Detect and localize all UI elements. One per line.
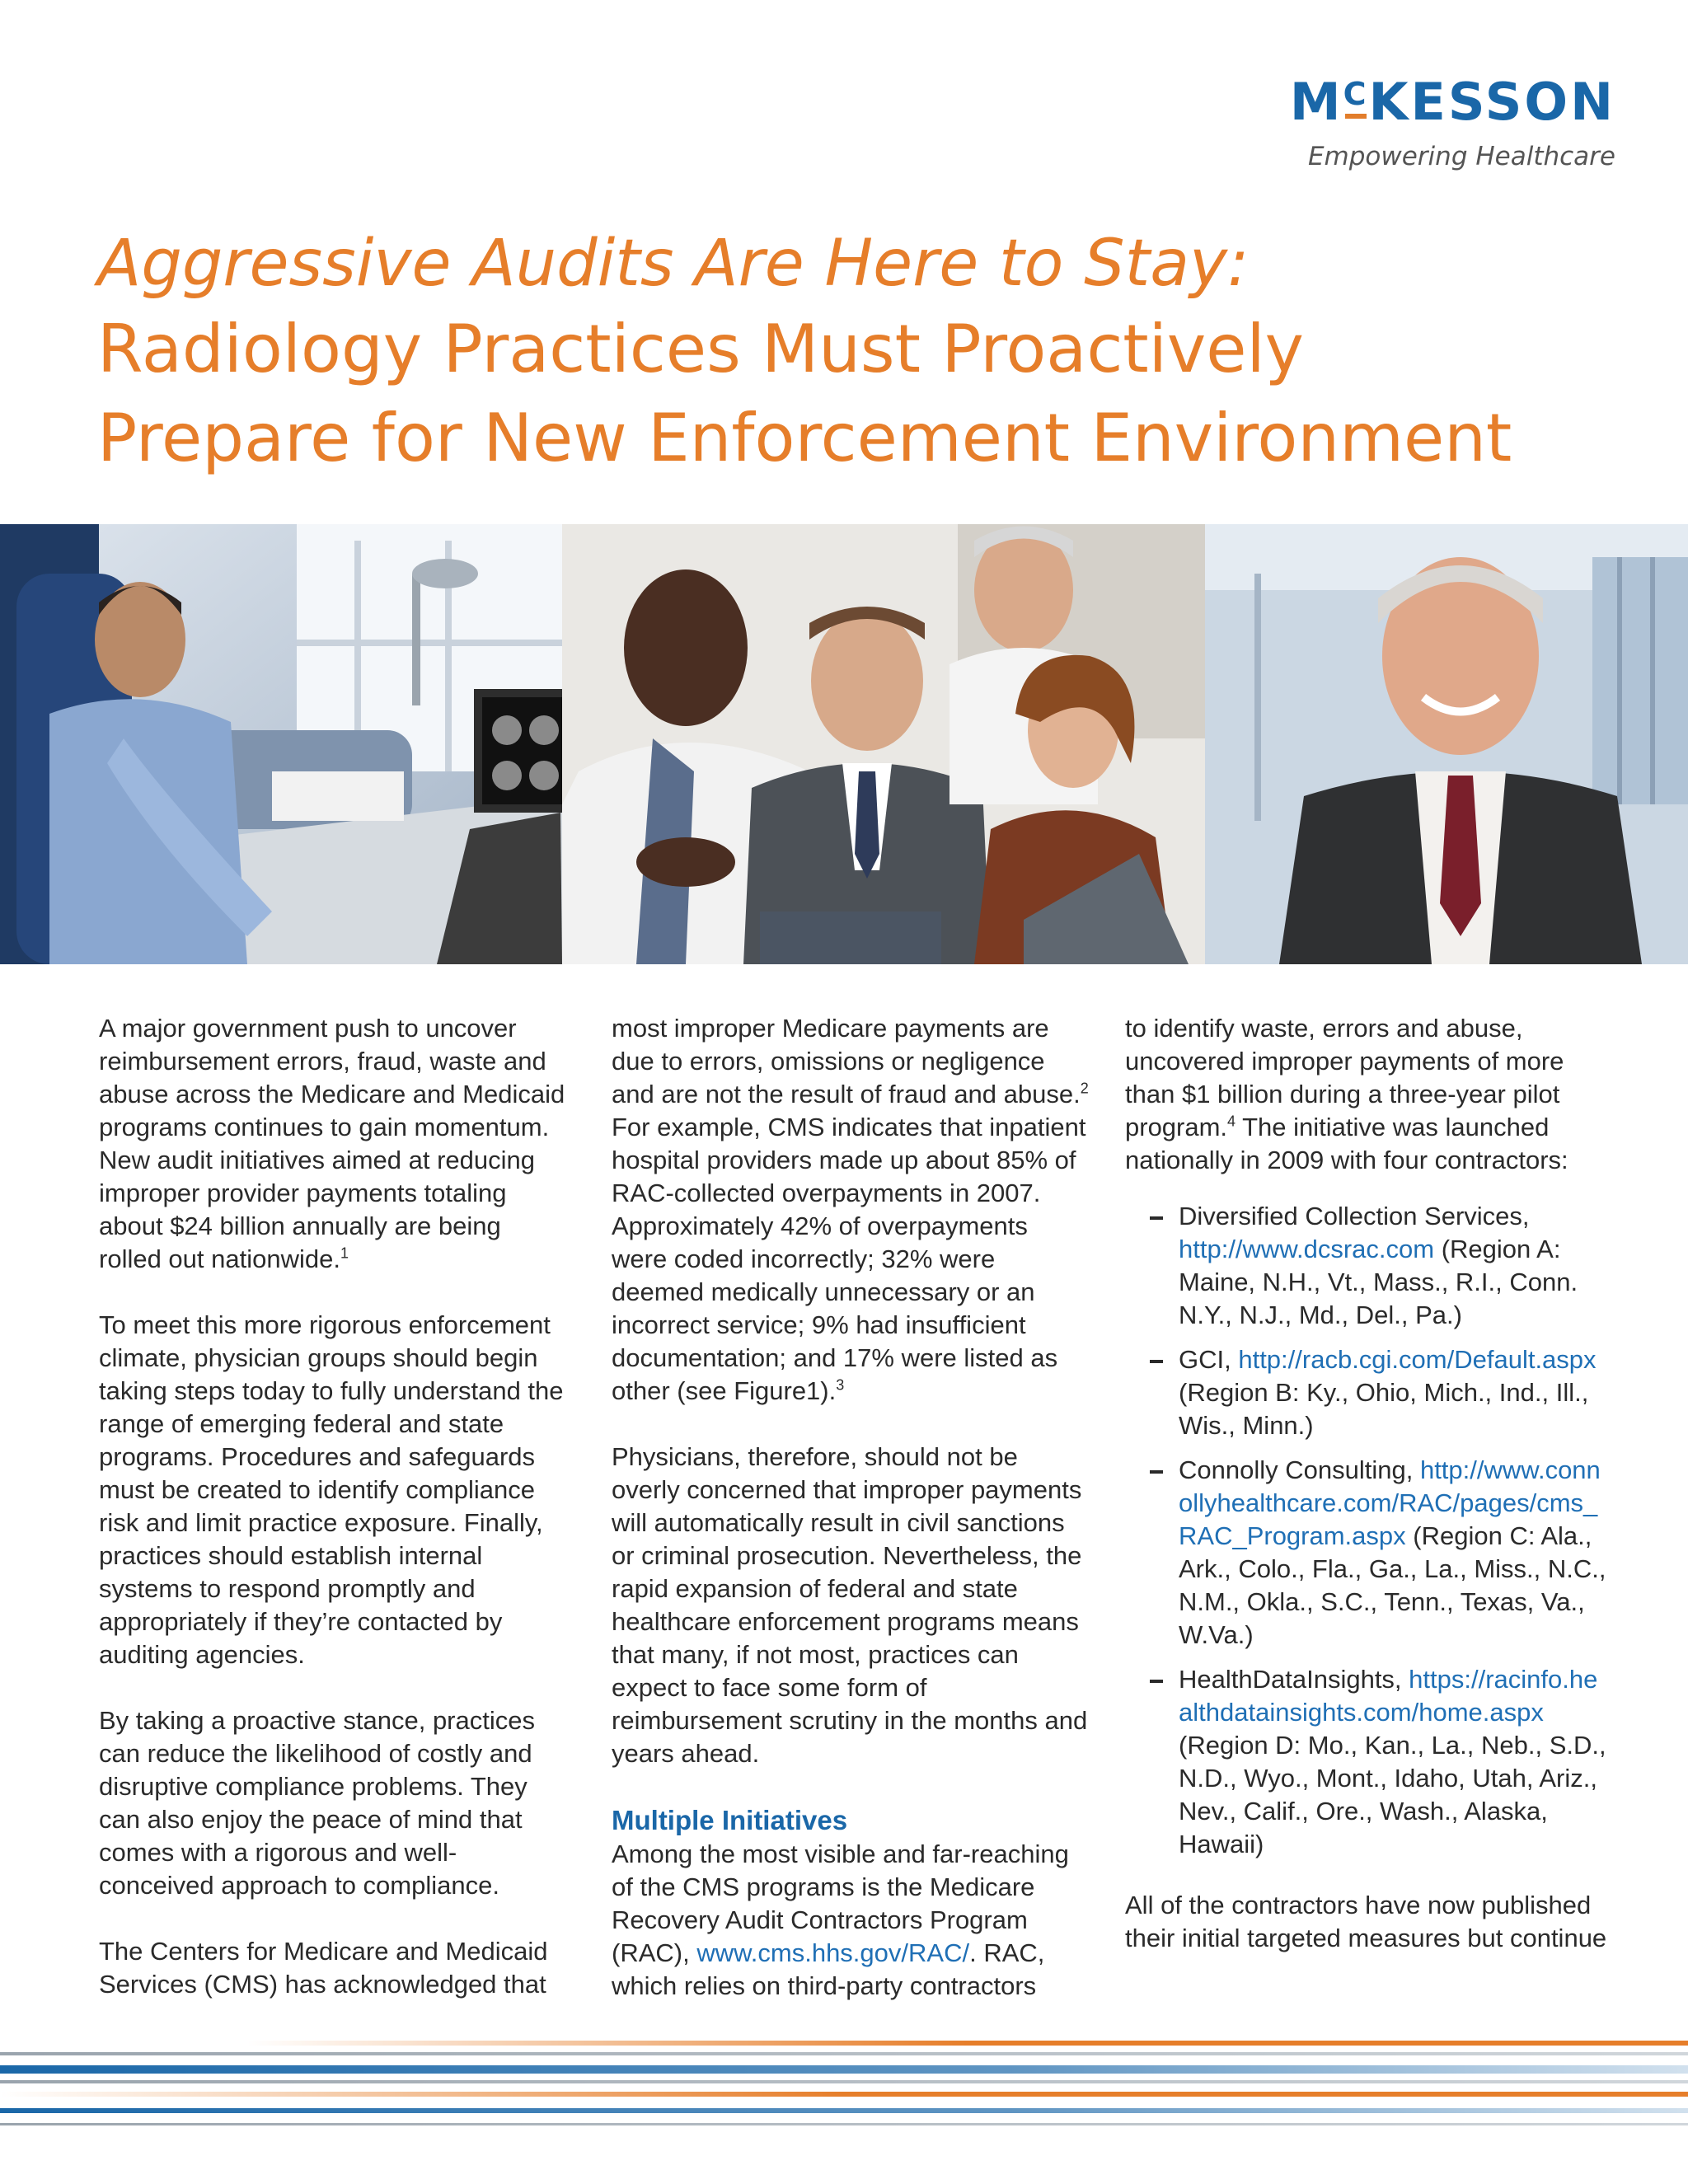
- title-line-1: Aggressive Audits Are Here to Stay:: [97, 227, 1250, 301]
- paragraph: [1125, 1012, 1611, 1177]
- paragraph-text: Among the most visible and far-reaching of the CMS programs is the Medicare Recovery Audit Contractors Program (RAC),: [612, 1840, 1069, 1967]
- paragraph-text: A major government push to uncover reimbursement errors, fraud, waste and abuse across the Medicare and Medicaid programs continues to gain momentum. New audit initiatives aimed at reducing improper provider payments totaling about $24 billion annually are being rolled out nationwide.: [99, 1014, 565, 1273]
- contractor-link[interactable]: https://racinfo.healthdatainsights.com/home.aspx: [1179, 1665, 1598, 1727]
- paragraph: To meet this more rigorous enforcement climate, physician groups should begin taking steps today to fully understand the range of emerging federal and state programs. Procedures and safeguards must be created to identify compliance risk and limit practice exposure. Finally, practices should establish internal systems to respond promptly and appropriately if they’re contacted by auditing agencies.: [99, 1310, 564, 1669]
- brand-wordmark: [1253, 72, 1615, 135]
- column-2: [612, 1012, 1090, 2036]
- contractor-list: [1125, 1200, 1611, 1861]
- footnote-ref: 1: [340, 1244, 349, 1262]
- title-line-2: Radiology Practices Must Proactively: [97, 311, 1305, 387]
- contractor-link[interactable]: http://racb.cgi.com/Default.aspx: [1238, 1345, 1597, 1374]
- paragraph-text: . RAC, which relies on third-party contractors: [612, 1938, 1045, 2000]
- column-1: [99, 1012, 569, 2034]
- contractor-region: (Region A: Maine, N.H., Vt., Mass., R.I., Conn. N.Y., N.J., Md., Del., Pa.): [1179, 1235, 1578, 1329]
- paragraph: [612, 1838, 1090, 2003]
- paragraph-text: to identify waste, errors and abuse, uncovered improper payments of more than $1 billion during a three-year pilot program.: [1125, 1014, 1564, 1141]
- contractor-name: GCI,: [1179, 1345, 1239, 1374]
- brand-rest: KESSON: [1368, 72, 1615, 132]
- footer-stripes: [0, 2041, 1688, 2172]
- column-3: [1125, 1012, 1611, 1988]
- paragraph: Physicians, therefore, should not be overly concerned that improper payments will automatically result in civil sanctions or criminal prosecution. Nevertheless, the rapid expansion of federal and state healthcare enforcement programs means that many, if not most, practices can expect to face some form of reimbursement scrutiny in the months and years ahead.: [612, 1442, 1088, 1768]
- title-line-3: Prepare for New Enforcement Environment: [97, 400, 1512, 476]
- footnote-ref: 2: [1080, 1080, 1089, 1097]
- contractor-name: Connolly Consulting,: [1179, 1455, 1420, 1484]
- paragraph-text: The initiative was launched nationally in 2009 with four contractors:: [1125, 1113, 1568, 1174]
- brand-c: C: [1343, 76, 1369, 112]
- list-item: [1125, 1200, 1611, 1332]
- contractor-link[interactable]: http://www.dcsrac.com: [1179, 1235, 1435, 1263]
- photo-strip: [0, 524, 1688, 964]
- photo-meeting-group: [562, 524, 1205, 964]
- contractor-region: (Region B: Ky., Ohio, Mich., Ind., Ill., Wis., Minn.): [1179, 1378, 1589, 1440]
- paragraph: [99, 1012, 569, 1276]
- list-item: [1125, 1454, 1611, 1652]
- photo-executive: [1205, 524, 1688, 964]
- photo-man-at-laptop: [0, 524, 562, 964]
- contractor-name: Diversified Collection Services,: [1179, 1202, 1530, 1230]
- footnote-ref: 3: [836, 1376, 845, 1394]
- brand-m: M: [1289, 72, 1343, 132]
- mckesson-logo: [1253, 72, 1615, 171]
- list-item: [1125, 1343, 1611, 1442]
- contractor-region: (Region C: Ala., Ark., Colo., Fla., Ga., La., Miss., N.C., N.M., Okla., S.C., Tenn., Texas, Va., W.Va.): [1179, 1521, 1606, 1649]
- paragraph-text: For example, CMS indicates that inpatient hospital providers made up about 85% of RAC-collected overpayments in 2007. Approximately 42% of overpayments were coded incorrectly; 32% were deemed medically unnecessary or an incorrect service; 9% had insufficient documentation; and 17% were listed as other (see Figure1).: [612, 1113, 1086, 1405]
- footnote-ref: 4: [1227, 1113, 1236, 1130]
- brand-tagline: Empowering Healthcare: [1307, 142, 1615, 171]
- list-item: [1125, 1663, 1611, 1861]
- contractor-link[interactable]: http://www.connollyhealthcare.com/RAC/pages/cms_RAC_Program.aspx: [1179, 1455, 1601, 1550]
- section-heading: Multiple Initiatives: [612, 1805, 848, 1835]
- contractor-region: (Region D: Mo., Kan., La., Neb., S.D., N.D., Wyo., Mont., Idaho, Utah, Ariz., Nev., Calif., Ore., Wash., Alaska, Hawaii): [1179, 1731, 1606, 1858]
- contractor-name: HealthDataInsights,: [1179, 1665, 1409, 1694]
- paragraph: The Centers for Medicare and Medicaid Services (CMS) has acknowledged that: [99, 1937, 548, 1999]
- paragraph-text: most improper Medicare payments are due to errors, omissions or negligence and are not the result of fraud and abuse.: [612, 1014, 1081, 1108]
- paragraph: All of the contractors have now published their initial targeted measures but continue: [1125, 1891, 1607, 1952]
- cms-rac-link[interactable]: www.cms.hhs.gov/RAC/: [696, 1938, 970, 1967]
- paragraph: By taking a proactive stance, practices can reduce the likelihood of costly and disruptive compliance problems. They can also enjoy the peace of mind that comes with a rigorous and well-conceived approach to compliance.: [99, 1706, 535, 1900]
- document-title: [97, 223, 1622, 483]
- paragraph: [612, 1012, 1090, 1408]
